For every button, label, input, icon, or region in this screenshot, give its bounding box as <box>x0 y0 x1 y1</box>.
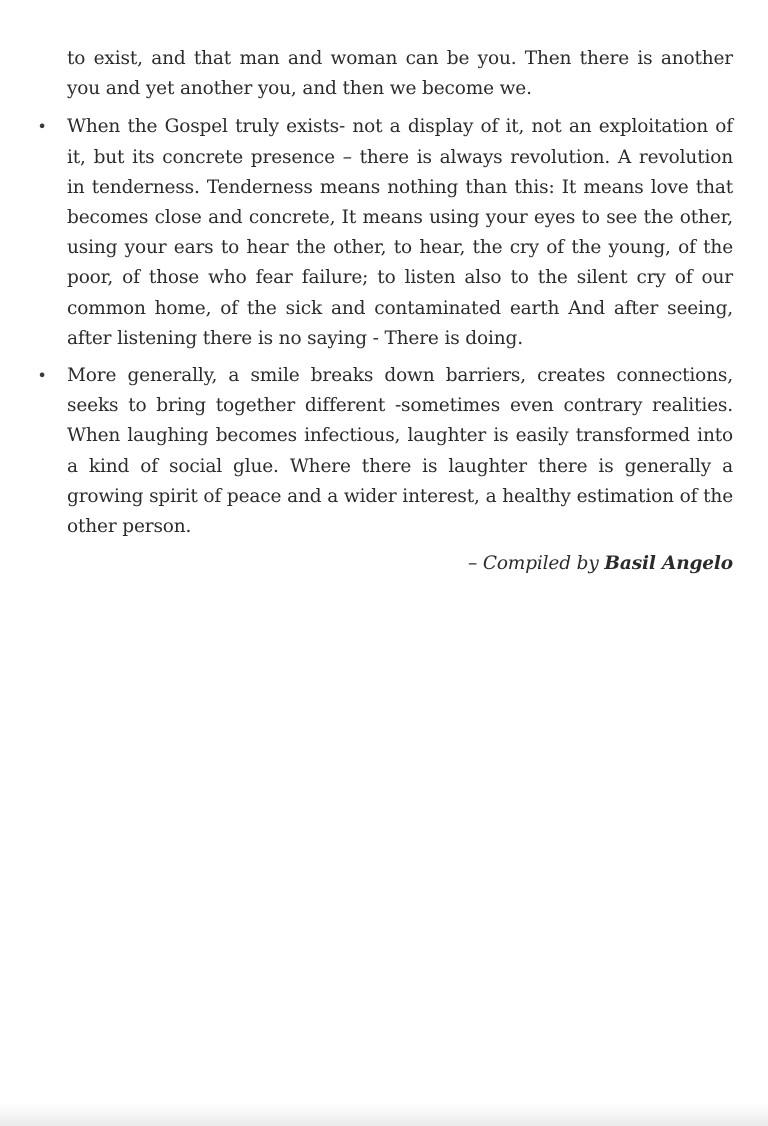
attribution <box>67 549 733 579</box>
lead-paragraph: to exist, and that man and woman can be you. Then there is another you and yet another you, and then we become we. <box>67 48 733 100</box>
bullet-text: More generally, a smile breaks down barriers, creates connections, seeks to bring together different -sometimes even contrary realities. When laughing becomes infectious, laughter is easily transformed into a kind of social glue. Where there is laughter there is generally a growing spirit of peace and a wider interest, a healthy estimation of the other person. <box>67 365 733 538</box>
bullet-dot-icon: • <box>37 366 47 386</box>
bullet-item-smile <box>37 361 733 542</box>
bullet-list <box>37 112 733 542</box>
bullet-text: When the Gospel truly exists- not a display of it, not an exploitation of it, but its concrete presence – there is always revolution. A revolution in tenderness. Tenderness means nothing than this: It means love that becomes close and concrete, It means using your eyes to see the other, using your ears to hear the other, to hear, the cry of the young, of the poor, of those who fear failure; to listen also to the silent cry of our common home, of the sick and contaminated earth And after seeing, after listening there is no saying - There is doing. <box>67 116 733 349</box>
bullet-dot-icon: • <box>37 117 47 137</box>
page-bottom-edge <box>0 1104 768 1126</box>
author-name: Basil Angelo <box>604 553 733 575</box>
article-body <box>37 44 733 579</box>
bullet-item-gospel <box>37 112 733 354</box>
attribution-prefix: – Compiled by <box>467 553 605 575</box>
